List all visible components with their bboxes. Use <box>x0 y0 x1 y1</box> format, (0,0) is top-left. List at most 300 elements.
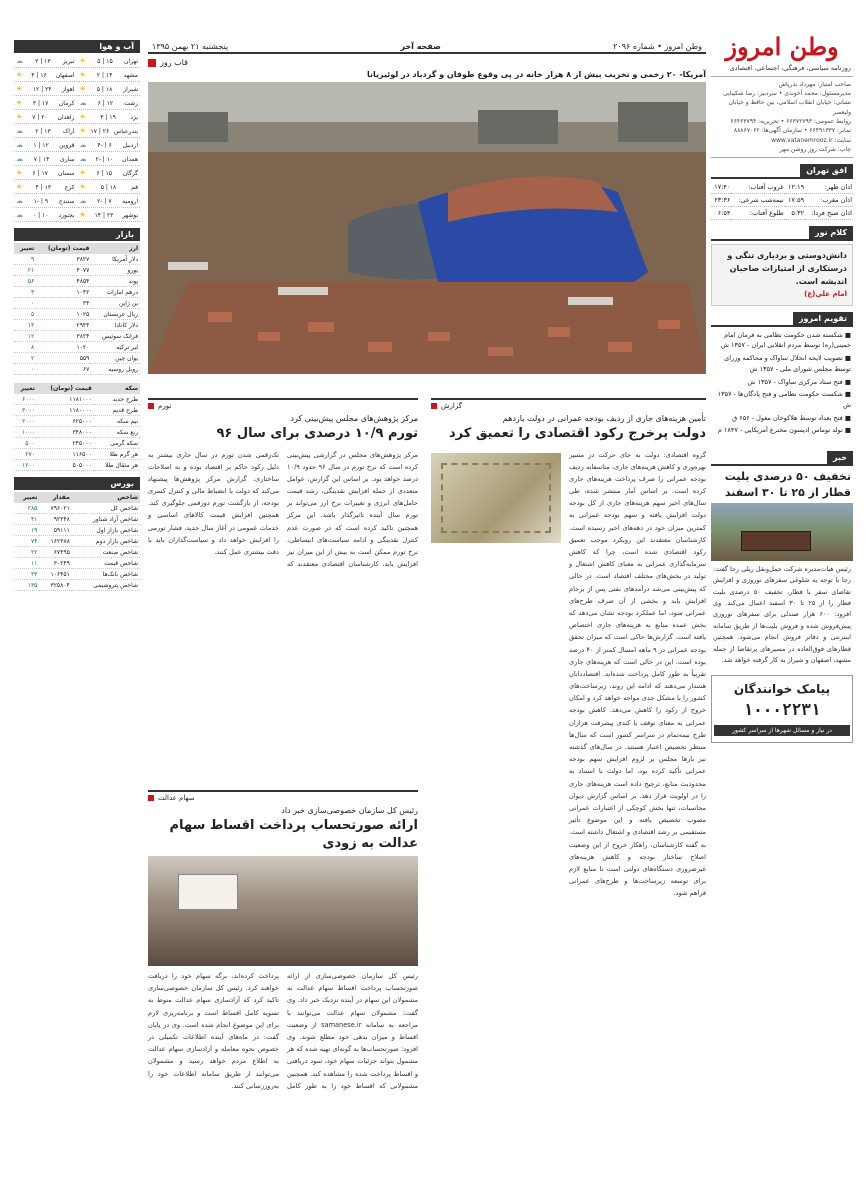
weather-grid <box>14 55 140 222</box>
column-header: شاخص <box>72 492 140 503</box>
weather-temp: ۷ | -۲ <box>97 197 112 205</box>
azan-time: ۵:۳۲ <box>785 207 805 220</box>
weather-city <box>78 209 141 222</box>
row-value: ۱۰۶۴۵۱ <box>39 569 71 580</box>
weather-city <box>78 181 141 194</box>
sms-box <box>711 675 853 743</box>
row-change: ۵ <box>14 309 36 320</box>
article-budget-subtitle: تأمین هزینه‌های جاری از ردیف بودجه عمرانی در دولت یازدهم <box>502 414 706 423</box>
currency-row <box>14 309 140 320</box>
currency-row <box>14 254 140 265</box>
article-inflation-subtitle: مرکز پژوهش‌های مجلس پیش‌بینی کرد <box>290 414 418 423</box>
weather-temp: ۱۳ | ۳ <box>35 57 51 65</box>
weather-city-name: ساری <box>60 155 75 163</box>
row-value: ۱۶۲۳۸۸ <box>39 536 71 547</box>
row-change: ۱۹ <box>14 525 39 536</box>
bourse-table <box>14 492 140 591</box>
row-label: شاخص صنعت <box>72 547 140 558</box>
row-label: هر مثقال طلا <box>94 460 140 471</box>
row-label: شاخص آزاد شناور <box>72 514 140 525</box>
row-label: یورو <box>91 265 140 276</box>
side-news-header <box>711 445 853 466</box>
weather-city <box>78 97 141 110</box>
row-label: شاخص قیمت <box>72 558 140 569</box>
phones-line: روابط عمومی: ۶۶۳۷۲۷۹۳ • تحریریه: ۶۶۴۶۳۷۹۴ <box>730 117 851 125</box>
print-line: چاپ: شرکت روز روشن مهر <box>779 145 851 153</box>
row-change: ۱۰۰۰ <box>14 427 37 438</box>
row-change: ۱۱ <box>14 558 39 569</box>
row-label: فرانک سوئیس <box>91 331 140 342</box>
currency-row <box>14 353 140 364</box>
weather-city <box>78 111 141 124</box>
photo-caption: آمریکا- ۲۰ زخمی و تخریب بیش از ۸ هزار خانه در پی وقوع طوفان و گردباد در لوئیزیانا <box>366 70 706 79</box>
row-change: ۳ <box>14 287 36 298</box>
row-label: درهم امارات <box>91 287 140 298</box>
row-value: ۳۴ <box>36 298 91 309</box>
storm-scene-graphic <box>148 82 706 374</box>
row-label: شاخص بازار اول <box>72 525 140 536</box>
row-change: ۱۴ <box>14 320 36 331</box>
currency-row <box>14 276 140 287</box>
row-change: ۲۸۵ <box>14 503 39 514</box>
calendar-item: ■ شکست حکومت نظامی و فتح پادگان‌ها - ۱۳۵۷ ش <box>717 390 851 410</box>
cloud-icon: ☁ <box>79 197 87 205</box>
weather-city <box>14 139 77 152</box>
weather-city-name: مشهد <box>123 71 138 79</box>
currency-row <box>14 298 140 309</box>
row-label: دلار کانادا <box>91 320 140 331</box>
row-value: ۳۴۸۰۰۰ <box>37 427 94 438</box>
column-header: تغییر <box>14 383 37 394</box>
weather-city-name: اهواز <box>62 85 75 93</box>
row-change: ۲۰۰۰ <box>14 416 37 427</box>
red-bullet-icon <box>431 403 437 409</box>
coin-row <box>14 405 140 416</box>
weather-temp: ۱۹ | ۴ <box>100 113 116 121</box>
weather-city <box>78 153 141 166</box>
owner-line: صاحب امتیاز: مهرداد بذرپاش <box>778 80 851 88</box>
weather-temp: ۲۳ | ۱۴ <box>94 211 114 219</box>
web-line[interactable]: سایت: www.vatanemrooz.ir <box>771 136 851 144</box>
weather-temp: ۱۰ | -۲ <box>95 155 114 163</box>
sun-icon: ☀ <box>16 99 23 107</box>
sun-icon: ☀ <box>16 71 23 79</box>
article-budget-columns <box>431 449 706 900</box>
weather-temp: ۱۵ | ۵ <box>97 57 113 65</box>
row-value: ۲۹۴۴ <box>36 320 91 331</box>
row-value: ۴۸۵۴ <box>36 276 91 287</box>
row-value: ۱۰۴۲ <box>36 287 91 298</box>
weather-city-name: شیراز <box>123 85 138 93</box>
row-value: ۶۷ <box>36 364 91 375</box>
banknotes-photo <box>431 453 561 543</box>
row-label: شاخص پتروشیمی <box>72 580 140 591</box>
main-area <box>148 58 706 1188</box>
sun-icon: ☀ <box>79 57 86 65</box>
row-value: ۵۵۹ <box>36 353 91 364</box>
weather-temp: ۱۲ | ۶ <box>97 99 114 107</box>
weather-city <box>14 167 77 180</box>
side-news <box>711 445 853 669</box>
row-change: ۱۲ <box>14 331 36 342</box>
calendar-item: ■ فتح ستاد مرکزی ساواک - ۱۳۵۷ ش <box>747 377 851 386</box>
weather-temp: ۱۸ | ۵ <box>96 85 113 93</box>
sun-icon: ☀ <box>16 169 23 177</box>
row-value: ۱۱۸۱۰۰۰ <box>37 394 94 405</box>
cloud-icon: ☁ <box>16 197 23 205</box>
row-value: ۱۰۲۰ <box>36 342 91 353</box>
azan-row <box>711 181 853 194</box>
row-change: ۳۰۰۰ <box>14 405 37 416</box>
coin-row <box>14 438 140 449</box>
storm-damage-photo <box>148 82 706 374</box>
weather-temp: ۲۶ | ۱۷ <box>90 127 110 135</box>
weather-city <box>78 69 141 82</box>
row-value: ۳۰۲۴۹ <box>39 558 71 569</box>
weather-city <box>14 111 77 124</box>
cloud-icon: ☁ <box>16 211 23 219</box>
sun-icon: ☀ <box>16 85 23 93</box>
cloud-icon: ☁ <box>16 141 24 149</box>
currency-row <box>14 320 140 331</box>
calendar-item: ■ شکسته شدن حکومت نظامی به فرمان امام خمینی(ره) توسط مردم انقلابی ایران - ۱۳۵۷ ش <box>720 330 851 350</box>
weather-city-name: بوشهر <box>122 211 138 219</box>
sun-icon: ☀ <box>79 183 86 191</box>
weather-city-name: اردبیل <box>122 141 138 149</box>
red-bullet-icon <box>148 59 156 67</box>
azan-label: اذان صبح فردا: <box>805 207 853 220</box>
row-change: ۵۰۰ <box>14 438 37 449</box>
article-budget <box>431 398 706 1178</box>
masthead-info <box>711 77 853 158</box>
weather-city-name: سمنان <box>57 169 75 177</box>
weather-city <box>14 153 77 166</box>
row-change: ۰ <box>14 298 36 309</box>
left-column <box>14 40 140 1190</box>
weather-temp: ۹ | -۱ <box>33 197 49 205</box>
row-value: ۳۲۵۸۰۴ <box>39 580 71 591</box>
quote-source: امام علی(ع) <box>804 289 847 298</box>
column-header: ارز <box>91 243 140 254</box>
currency-table <box>14 243 140 375</box>
sun-icon: ☀ <box>79 211 86 219</box>
weather-city <box>14 55 77 68</box>
weather-city <box>78 167 141 180</box>
coin-table <box>14 383 140 471</box>
azan-label: اذان ظهر: <box>805 181 853 194</box>
weather-city <box>14 181 77 194</box>
article-inflation-body: مرکز پژوهش‌های مجلس در گزارشی پیش‌بینی کرده است که نرخ تورم در سال ۹۶ حدود ۱۰/۹ درصد خواهد بود. بر اساس این گزارش، عوامل متعددی از جمله افزایش نقدینگی، رشد قیمت حامل‌های انرژی و تغییرات نرخ ارز می‌تواند بر تورم سال آینده تاثیرگذار باشد. این مرکز همچنین تاکید کرده است که در صورت عدم کنترل نقدینگی و ادامه سیاست‌های انبساطی، نرخ تورم ممکن است به بیش از این میزان نیز افزایش یابد. کارشناسان اقتصادی معتقدند که تک‌رقمی شدن تورم در سال جاری بیشتر به دلیل رکود حاکم بر اقتصاد بوده و نه اصلاحات ساختاری. گزارش مرکز پژوهش‌ها پیشنهاد می‌کند که دولت با انضباط مالی و کنترل کسری بودجه، از بازگشت تورم دورقمی جلوگیری کند. همچنین افزایش قیمت کالاهای اساسی و خدمات عمومی در آغاز سال جدید، فشار تورمی را افزایش خواهد داد و سیاست‌گذاران باید با دقت بیشتری عمل کنند. <box>148 450 418 569</box>
row-change: ۷۴ <box>14 536 39 547</box>
weather-temp: ۲۴ | ۱۲ <box>32 85 52 93</box>
weather-city-name: تبریز <box>62 57 75 65</box>
weather-title: آب و هوا <box>14 40 140 53</box>
bourse-row <box>14 525 140 536</box>
sun-icon: ☀ <box>79 85 86 93</box>
weather-temp: ۱۶ | ۴ <box>31 71 47 79</box>
article-inflation <box>148 398 418 788</box>
row-label: دلار آمریکا <box>91 254 140 265</box>
cloud-icon: ☁ <box>79 155 87 163</box>
azan-row <box>711 194 853 207</box>
article-budget-kicker <box>431 398 706 410</box>
weather-city <box>78 83 141 96</box>
article-budget-body: گروه اقتصادی: دولت به جای حرکت در مسیر بهره‌وری و کاهش هزینه‌های جاری، متاسفانه ردیف بودجه عمرانی را صرف پرداخت هزینه‌های جاری کرده است. بر اساس آمار منتشر شده، طی سال‌های اخیر سهم هزینه‌های جاری از کل بودجه دولت افزایش یافته و سهم بودجه عمرانی به کمترین میزان خود در دهه‌های اخیر رسیده است. کارشناسان معتقدند این رویکرد موجب تعمیق رکود اقتصادی شده است، چرا که کاهش سرمایه‌گذاری عمرانی به معنای کاهش اشتغال و تولید در بخش‌های مختلف اقتصاد است. در حالی که پیش‌بینی می‌شد درآمدهای نفتی پس از برجام افزایش یابد و بخشی از آن صرف طرح‌های عمرانی شود، اما عملکرد بودجه نشان می‌دهد که بخش عمده منابع به هزینه‌های جاری اختصاص یافته است. گزارش‌ها حاکی است که میزان تحقق بودجه عمرانی در ۹ ماهه امسال کمتر از ۴۰ درصد بوده است. این در حالی است که هزینه‌های جاری تقریباً به طور کامل پرداخت شده‌اند. اقتصاددانان هشدار می‌دهند که ادامه این روند، زیرساخت‌های کشور را با مشکل جدی مواجه خواهد کرد و امکان خروج از رکود را کاهش می‌دهد. کاهش بودجه عمرانی به معنای توقف یا کندی پیشرفت هزاران طرح نیمه‌تمام در سراسر کشور است که سال‌ها منتظر تخصیص اعتبار هستند. در سال‌های گذشته نیز بارها مجلس بر لزوم افزایش سهم بودجه عمرانی تأکید کرده بود، اما دولت با استناد به محدودیت منابع، ترجیح داده است هزینه‌های جاری را در اولویت قرار دهد. بر اساس گزارش دیوان محاسبات، تنها بخش کوچکی از اعتبارات عمرانی مصوب تخصیص یافته و این موضوع تأثیر مستقیمی بر رشد اقتصادی و اشتغال داشته است. به گفته کارشناسان، راهکار خروج از این وضعیت اصلاح ساختار بودجه و کاهش هزینه‌های غیرضروری دستگاه‌های دولتی است تا منابع لازم برای توسعه زیرساخت‌ها و طرح‌های عمرانی فراهم شود. <box>569 450 706 898</box>
weather-temp: ۱۰ | ۰ <box>32 211 49 219</box>
sun-icon: ☀ <box>79 127 86 135</box>
sun-icon: ☀ <box>79 169 86 177</box>
row-label: پوند <box>91 276 140 287</box>
bourse-row <box>14 558 140 569</box>
calendar-item: ■ فتح بغداد توسط هلاکوخان مغول - ۶۵۶ ق <box>732 413 851 422</box>
row-change: ۵۶ <box>14 276 36 287</box>
train-photo <box>711 503 853 561</box>
weather-city-name: بندرعباس <box>113 127 138 135</box>
row-change: ۲۲ <box>14 547 39 558</box>
bourse-title: بورس <box>14 477 140 490</box>
weather-temp: ۱۳ | ۲ <box>35 127 51 135</box>
side-news-body: رئیس هیات‌مدیره شرکت حمل‌ونقل ریلی رجا گفت: رجا با توجه به شلوغی سفرهای نوروزی و افزایش تقاضای سفر با قطار، تخفیف ۵۰ درصدی بلیت قطار را از ۲۵ تا ۳۰ اسفند اعمال می‌کند. وی افزود: ۶۰۰ هزار صندلی برای سفرهای نوروزی پیش‌فروش شده و فروش بلیت‌ها از طریق سامانه اینترنتی و دفاتر فروش انجام می‌شود. همچنین قطارهای فوق‌العاده در مسیرهای پرتقاضا از جمله مشهد، اصفهان و شیراز به کار گرفته خواهد شد. <box>713 564 852 664</box>
article-budget-col-left <box>431 449 561 900</box>
photo-label: قاب روز <box>160 58 188 67</box>
weather-city-name: بجنورد <box>58 211 75 219</box>
weather-city <box>14 83 77 96</box>
weather-temp: ۲۰ | ۷ <box>32 113 48 121</box>
weather-city <box>78 55 141 68</box>
cloud-icon: ☁ <box>79 99 87 107</box>
row-label: هر گرم طلا <box>94 449 140 460</box>
column-header: تغییر <box>14 492 39 503</box>
calendar-item: ■ تصویب لایحه انحلال ساواک و محاکمه وزرای توسط مجلس شورای ملی - ۱۳۵۷ ش <box>724 354 851 373</box>
weather-city <box>14 69 77 82</box>
azan-time: ۱۷:۴۰ <box>711 181 731 194</box>
row-value: ۳۸۲۷ <box>36 254 91 265</box>
train-shape <box>741 531 811 551</box>
row-change: ۰ <box>14 364 36 375</box>
currency-row <box>14 364 140 375</box>
photo-kicker <box>148 58 706 67</box>
column-header: سکه <box>94 383 140 394</box>
article-justice-kicker <box>148 790 418 802</box>
row-label: ربع سکه <box>94 427 140 438</box>
quote-title: کلام نور <box>809 226 853 239</box>
row-label: شاخص کل <box>72 503 140 514</box>
sms-title: پیامک خوانندگان <box>733 682 831 697</box>
sun-icon: ☀ <box>16 183 23 191</box>
bourse-row <box>14 569 140 580</box>
currency-row <box>14 287 140 298</box>
weather-temp: ۱۳ | ۴ <box>35 183 52 191</box>
article-justice-shares <box>148 790 418 1190</box>
article-justice-body: رئیس کل سازمان خصوصی‌سازی از ارائه صورتحساب پرداخت اقساط سهام عدالت به مشمولان این سهام در آینده نزدیک خبر داد. وی گفت: مشمولان سهام عدالت می‌توانند با مراجعه به سامانه samanese.ir از وضعیت اقساط و میزان بدهی خود مطلع شوند. وی افزود: صورتحساب‌ها به گونه‌ای تهیه شده که هر مشمول بتواند جزئیات سهام خود، سود دریافتی و اقساط پرداخت شده را مشاهده کند. همچنین مشمولانی که اقساط خود را به طور کامل پرداخت کرده‌اند، برگه سهام خود را دریافت خواهند کرد. رئیس کل سازمان خصوصی‌سازی تاکید کرد که آزادسازی سهام عدالت منوط به تسویه کامل اقساط است و برنامه‌ریزی لازم برای این موضوع انجام شده است. وی در پایان گفت: در ماه‌های آینده اطلاعات تکمیلی در خصوص نحوه معامله و آزادسازی سهام عدالت به اطلاع مردم خواهد رسید و مشمولان می‌توانند از طریق سامانه اطلاعات خود را به‌روزرسانی کنند. <box>148 972 418 1090</box>
row-value: ۴۰۷۷ <box>36 265 91 276</box>
row-label: لیر ترکیه <box>91 342 140 353</box>
weather-city-name: ارومیه <box>122 197 138 205</box>
row-label: طرح قدیم <box>94 405 140 416</box>
section-name: صفحه آخر <box>400 41 441 51</box>
row-value: ۳۸۲۴ <box>36 331 91 342</box>
row-label: روبل روسیه <box>91 364 140 375</box>
row-label: شاخص بانک‌ها <box>72 569 140 580</box>
row-value: ۱۰۲۵ <box>36 309 91 320</box>
row-change: ۱۳۵ <box>14 580 39 591</box>
azan-header <box>711 158 853 179</box>
row-change: ۴۱ <box>14 514 39 525</box>
coin-row <box>14 460 140 471</box>
side-news-title[interactable]: تخفیف ۵۰ درصدی بلیت قطار از ۲۵ تا ۳۰ اسفند <box>724 470 851 499</box>
weather-city-name: زاهدان <box>57 113 75 121</box>
azan-label: اذان مغرب: <box>805 194 853 207</box>
row-label: طرح جدید <box>94 394 140 405</box>
quote-box <box>711 244 853 306</box>
weather-temp: ۱۷ | ۳ <box>32 99 49 107</box>
azan-label: طلوع آفتاب: <box>731 207 784 220</box>
bourse-row <box>14 580 140 591</box>
weather-temp: ۱۵ | ۶ <box>96 169 113 177</box>
coin-row <box>14 394 140 405</box>
bourse-row <box>14 503 140 514</box>
weather-city-name: اصفهان <box>55 71 75 79</box>
row-value: ۱۱۸۰۰۰۰ <box>37 405 94 416</box>
row-label: یوان چین <box>91 353 140 364</box>
article-budget-title[interactable]: دولت پرخرج رکود اقتصادی را تعمیق کرد <box>449 426 706 441</box>
cloud-icon: ☁ <box>79 141 87 149</box>
currency-row <box>14 331 140 342</box>
row-change: ۳۳ <box>14 569 39 580</box>
coin-row <box>14 416 140 427</box>
row-change: ۲۱ <box>14 265 36 276</box>
masthead-subtitle: روزنامه سیاسی، فرهنگی، اجتماعی، اقتصادی <box>711 62 853 77</box>
weather-city-name: تهران <box>124 57 138 65</box>
article-inflation-title[interactable]: تورم ۱۰/۹ درصدی برای سال ۹۶ <box>216 426 418 441</box>
calendar-item: ■ تولد توماس ادیسون مخترع آمریکایی - ۱۸۴۷ م <box>717 426 851 435</box>
azan-title: افق تهران <box>800 164 853 177</box>
row-label: شاخص بازار دوم <box>72 536 140 547</box>
row-value: ۲۴۵۰۰۰ <box>37 438 94 449</box>
weather-city-name: قم <box>131 183 138 191</box>
weather-city-name: کرج <box>64 183 75 191</box>
sms-footer: در نیاز و مسائل شهرها از سراسر کشور <box>714 725 850 736</box>
weather-temp: ۶ | -۴ <box>97 141 112 149</box>
weather-city-name: قزوین <box>59 141 75 149</box>
weather-city-name: رشت <box>124 99 138 107</box>
weather-temp: ۱۸ | ۵ <box>100 183 117 191</box>
weather-city-name: اراک <box>62 127 75 135</box>
azan-row <box>711 207 853 220</box>
market-title: بازار <box>14 228 140 241</box>
sign-shape <box>178 874 238 910</box>
cloud-icon: ☁ <box>16 57 23 65</box>
column-header: مقدار <box>39 492 71 503</box>
row-change: ۲۷۰ <box>14 449 37 460</box>
weather-city <box>14 195 77 208</box>
managers-line: مدیرمسئول: محمد آخوندی • سردبیر: رضا شکیبایی <box>723 90 851 98</box>
coin-row <box>14 427 140 438</box>
masthead-logo[interactable]: وطن امروز <box>725 31 839 61</box>
weather-temp: ۱۲ | ۱ <box>33 141 49 149</box>
bourse-row <box>14 536 140 547</box>
weather-city-name: گرگان <box>122 169 138 177</box>
cloud-icon: ☁ <box>16 127 24 135</box>
row-value: ۵۹۱۱۱ <box>39 525 71 536</box>
article-budget-label: گزارش <box>441 402 463 410</box>
row-change: ۸ <box>14 342 36 353</box>
row-label: سکه گرمی <box>94 438 140 449</box>
issue-date: پنجشنبه ۲۱ بهمن ۱۳۹۵ <box>152 41 229 51</box>
weather-city-name: همدان <box>122 155 138 163</box>
azan-time: ۲۳:۳۶ <box>711 194 731 207</box>
row-value: ۶۲۵۰۰۰ <box>37 416 94 427</box>
azan-table <box>711 181 853 220</box>
side-news-label: خبر <box>827 451 853 464</box>
currency-row <box>14 342 140 353</box>
calendar-header <box>711 306 853 327</box>
row-value: ۱۱۶۵۰۰ <box>37 449 94 460</box>
calendar-title: تقویم امروز <box>793 312 853 325</box>
row-change: ۶۰۰۰ <box>14 394 37 405</box>
currency-row <box>14 265 140 276</box>
fax-line: نمابر: ۶۶۴۹۱۳۳۷ • سازمان آگهی‌ها: ۸۸۸۶۷۰۶۲ <box>733 127 851 135</box>
weather-city-name: کرمان <box>58 99 75 107</box>
row-change: ۱۲۰۰ <box>14 460 37 471</box>
article-budget-col-right <box>569 449 706 900</box>
coin-row <box>14 449 140 460</box>
people-photo <box>148 856 418 966</box>
column-header: تغییر <box>14 243 36 254</box>
cloud-icon: ☁ <box>16 155 24 163</box>
weather-temp: ۱۷ | ۶ <box>32 169 48 177</box>
bourse-row <box>14 547 140 558</box>
red-bullet-icon <box>148 403 154 409</box>
row-label: نیم سکه <box>94 416 140 427</box>
weather-city <box>14 209 77 222</box>
article-justice-label: سهام عدالت <box>158 794 195 802</box>
bourse-row <box>14 514 140 525</box>
sun-icon: ☀ <box>16 113 23 121</box>
address-line: نشانی: خیابان انقلاب اسلامی، بین حافظ و خیابان ولیعصر <box>728 99 851 116</box>
page-header <box>148 40 706 54</box>
row-value: ۷۹۶۰۲۱ <box>39 503 71 514</box>
row-label: ریال عربستان <box>91 309 140 320</box>
azan-label: غروب آفتاب: <box>731 181 784 194</box>
article-justice-title[interactable]: ارائه صورتحساب پرداخت اقساط سهام عدالت به زودی <box>169 818 418 851</box>
azan-time: ۶:۵۴ <box>711 207 731 220</box>
weather-city <box>14 125 77 138</box>
sun-icon: ☀ <box>79 113 86 121</box>
right-column <box>711 30 853 1190</box>
article-inflation-label: تورم <box>158 402 172 410</box>
quote-text: دانش‌دوستی و بردباری تنگی و درستکاری از امتیازات صاحبان اندیشه است. <box>727 251 847 286</box>
row-label: ین ژاپن <box>91 298 140 309</box>
article-justice-subtitle: رئیس کل سازمان خصوصی‌سازی خبر داد <box>281 806 418 815</box>
column-header: قیمت (تومان) <box>37 383 94 394</box>
row-value: ۵۰۵۰۰۰ <box>37 460 94 471</box>
calendar-list <box>711 327 853 441</box>
weather-city <box>78 139 141 152</box>
azan-time: ۱۲:۱۹ <box>785 181 805 194</box>
quote-header <box>711 220 853 241</box>
weather-city-name: یزد <box>130 113 138 121</box>
weather-temp: ۱۴ | ۲ <box>96 71 113 79</box>
row-value: ۹۲۳۴۸ <box>39 514 71 525</box>
sms-number[interactable]: ۱۰۰۰۲۲۳۱ <box>743 700 821 720</box>
weather-city <box>78 125 141 138</box>
column-header: قیمت (تومان) <box>36 243 91 254</box>
row-change: ۹ <box>14 254 36 265</box>
weather-city <box>14 97 77 110</box>
row-value: ۶۷۴۹۵ <box>39 547 71 558</box>
sun-icon: ☀ <box>79 71 86 79</box>
